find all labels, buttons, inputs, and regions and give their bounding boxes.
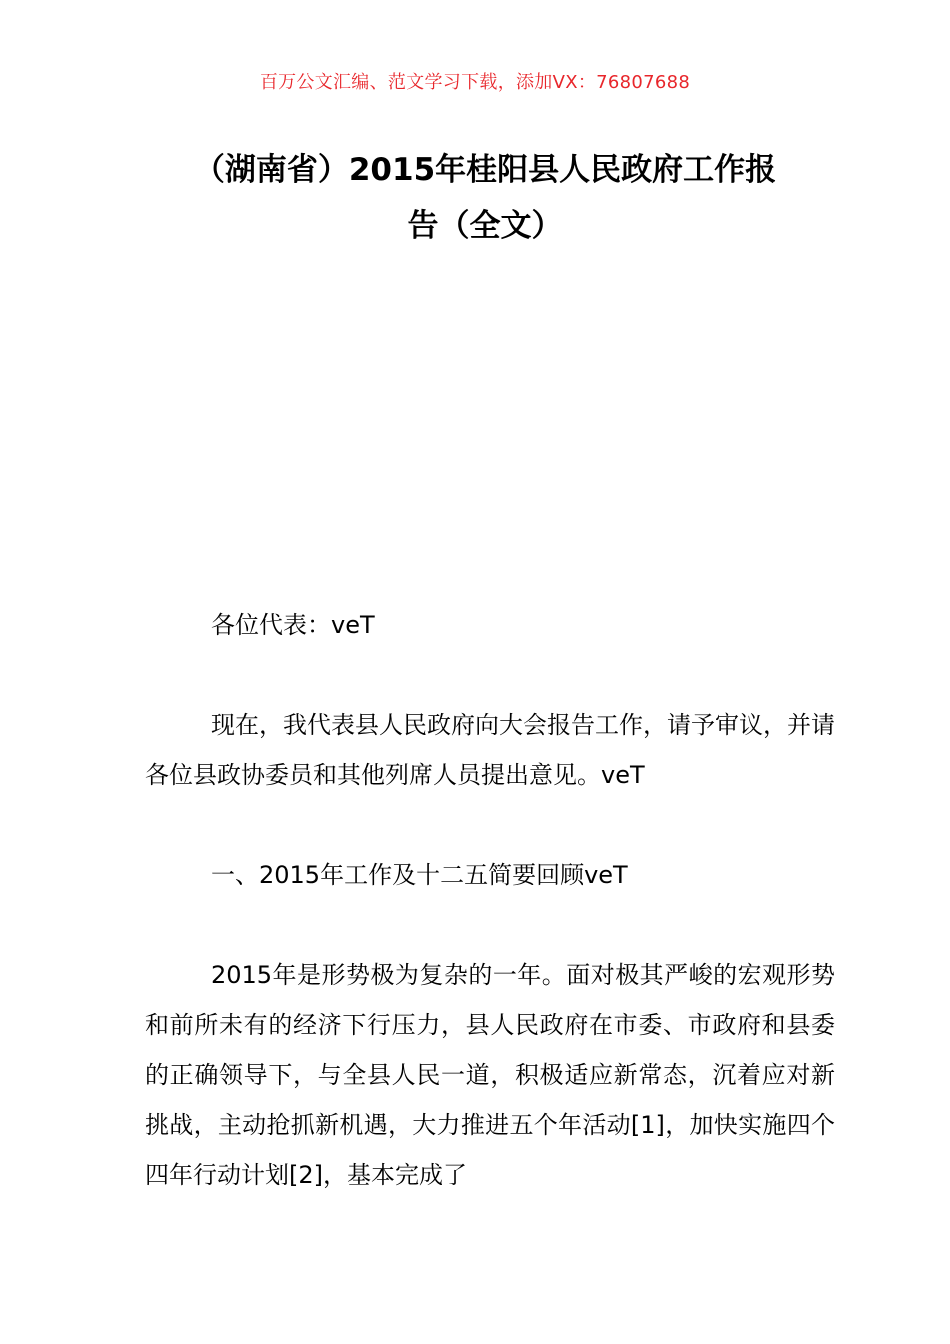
title-line-2: 告（全文） xyxy=(407,208,563,244)
header-watermark-note: 百万公文汇编、范文学习下载，添加VX：76807688 xyxy=(259,72,691,93)
document-body xyxy=(145,600,835,1250)
title-line-1: （湖南省）2015年桂阳县人民政府工作报 xyxy=(193,152,777,188)
section-heading: 一、2015年工作及十二五简要回顾veT xyxy=(211,861,628,889)
salutation-paragraph: 各位代表：veT xyxy=(211,611,375,639)
body-paragraph: 2015年是形势极为复杂的一年。面对极其严峻的宏观形势和前所未有的经济下行压力，县人民政府在市委、市政府和县委的正确领导下，与全县人民一道，积极适应新常态，沉着应对新挑战，主动抢抓新机遇，大力推进五个年活动[1]，加快实施四个四年行动计划[2]，基本完成了 xyxy=(145,961,835,1189)
intro-paragraph: 现在，我代表县人民政府向大会报告工作，请予审议，并请各位县政协委员和其他列席人员提出意见。veT xyxy=(145,711,835,789)
document-title xyxy=(145,142,825,254)
